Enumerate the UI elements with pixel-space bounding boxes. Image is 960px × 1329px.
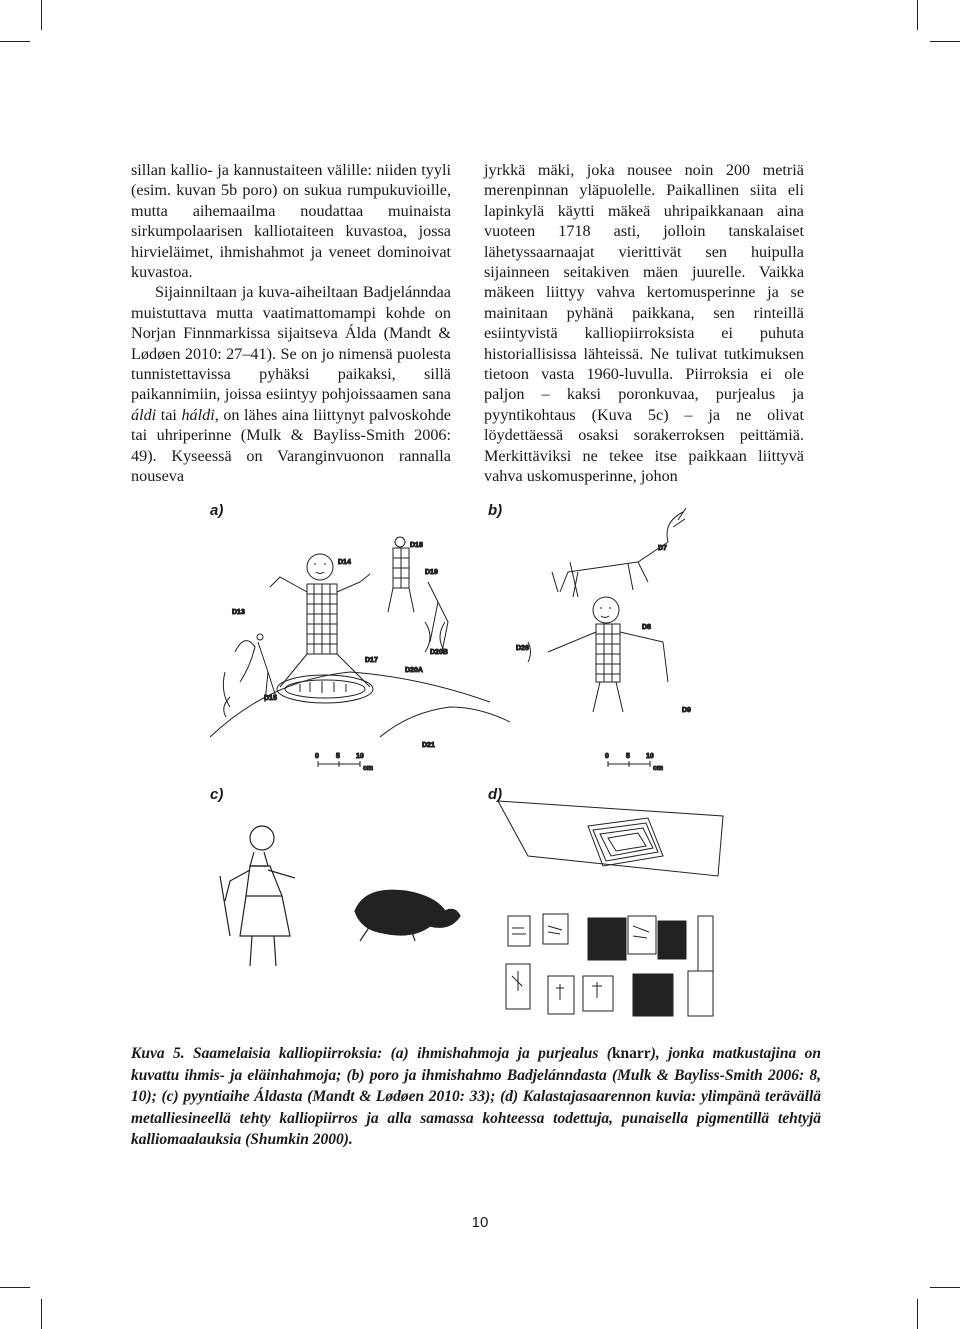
carving-marker: D17 — [365, 657, 378, 664]
page-number: 10 — [471, 1214, 489, 1231]
scale-label: 10 — [646, 753, 654, 760]
rock-carving-drawing-d — [488, 786, 788, 1036]
carving-marker: D21 — [422, 742, 435, 749]
scale-label: cm — [653, 765, 664, 772]
paragraph: Sijainniltaan ja kuva-aiheiltaan Badjelánndaa muistuttava mutta vaatimattomampi kohde on Norjan Finnmarkissa sijaitseva Álda (Mandt & Lødøen 2010: 27–41). Se on jo nimensä puolesta tunnistettavissa pyhäksi paikaksi, sillä paikannimiin, joissa esiintyy pohjoissaamen sana áldi tai háldi, on lähes aina liittynyt palvoskohde tai uhriperinne (Mulk & Bayliss-Smith 2006: 49). Kyseessä on Varanginvuonon rannalla nouseva — [131, 283, 451, 486]
carving-marker: D19 — [425, 569, 438, 576]
rock-carving-drawing-c — [210, 786, 510, 1026]
crop-mark — [0, 41, 30, 42]
scale-label: cm — [363, 765, 374, 772]
carving-marker: D8 — [642, 624, 651, 631]
crop-mark — [41, 0, 42, 30]
carving-marker: D18 — [410, 542, 423, 549]
carving-marker: D14 — [338, 559, 351, 566]
carving-marker: D20A — [405, 667, 423, 674]
panel-label: c) — [210, 786, 224, 803]
rock-carving-drawing-a — [210, 502, 510, 774]
carving-marker: D15 — [264, 695, 277, 702]
scale-label: 5 — [336, 753, 340, 760]
panel-label: a) — [210, 502, 224, 519]
crop-mark — [917, 1299, 918, 1329]
carving-marker: D7 — [658, 545, 667, 552]
left-text-column — [131, 160, 451, 487]
crop-mark — [930, 41, 960, 42]
figure-caption: Kuva 5. Saamelaisia kalliopiirroksia: (a) ihmishahmoja ja purjealus (knarr), jonka matkustajina on kuvattu ihmis- ja eläinhahmoja; (b) poro ja ihmishahmo Badjelánndasta (Mulk & Bayliss-Smith 2006: 8, 10); (c) pyyntiaihe Áldasta (Mandt & Lødøen 2010: 33); (d) Kalastajasaarennon kuvia: ylimpänä terävällä metalliesineellä tehty kalliopiirros ja alla samassa kohteessa todettuja, punaisella pigmentillä tehtyjä kalliomaalauksia (Shumkin 2000). — [131, 1045, 821, 1148]
crop-mark — [0, 1287, 30, 1288]
carving-marker: D20B — [430, 649, 448, 656]
crop-mark — [41, 1299, 42, 1329]
figure-panel-a — [210, 502, 510, 774]
scale-label: 10 — [356, 753, 364, 760]
figure-panel-d — [488, 786, 788, 1058]
scale-label: 0 — [315, 753, 319, 760]
rock-carving-drawing-b — [488, 502, 788, 774]
paragraph: jyrkkä mäki, joka nousee noin 200 metriä merenpinnan yläpuolelle. Paikallinen siita eli lapinkylä käytti mäkeä uhripaikkanaan aina vuoteen 1718 asti, jolloin tanskalaiset lähetyssaarnaajat vierittivät sen huipulla sijainneen seitakiven mäen juurelle. Vaikka mäkeen liittyy vahva kertomusperinne ja se mainitaan pyhänä paikkana, sen rinteillä esiintyvistä kalliopiirroksista ei puhuta historiallisissa lähteissä. Ne tulivat tutkimuksen tietoon vasta 1960-luvulla. Piirroksia ei ole paljon – kaksi poronkuvaa, purjealus ja pyyntikohtaus (Kuva 5c) – ja ne olivat löydettäessä osaksi sorakerroksen peittämiä. Merkittäviksi ne tekee itse paikkaan liittyvä vahva uskomusperinne, johon — [484, 161, 804, 486]
scale-label: 5 — [626, 753, 630, 760]
figure-panel-c — [210, 786, 510, 1058]
carving-marker: D9 — [682, 707, 691, 714]
figure-panel-b — [488, 502, 788, 774]
scale-label: 0 — [605, 753, 609, 760]
crop-mark — [917, 0, 918, 30]
carving-marker: D13 — [232, 609, 245, 616]
crop-mark — [930, 1287, 960, 1288]
right-text-column — [484, 160, 804, 487]
carving-marker: D26 — [516, 645, 529, 652]
panel-label: d) — [488, 786, 503, 803]
paragraph: sillan kallio- ja kannustaiteen välille: niiden tyyli (esim. kuvan 5b poro) on sukua rumpukuvioille, mutta aihemaailma noudattaa muinaista sirkumpolaarisen kalliotaiteen kuvastoa, jossa hirvieläimet, ihmishahmot ja veneet dominoivat kuvastoa. — [131, 161, 451, 282]
panel-label: b) — [488, 502, 503, 519]
